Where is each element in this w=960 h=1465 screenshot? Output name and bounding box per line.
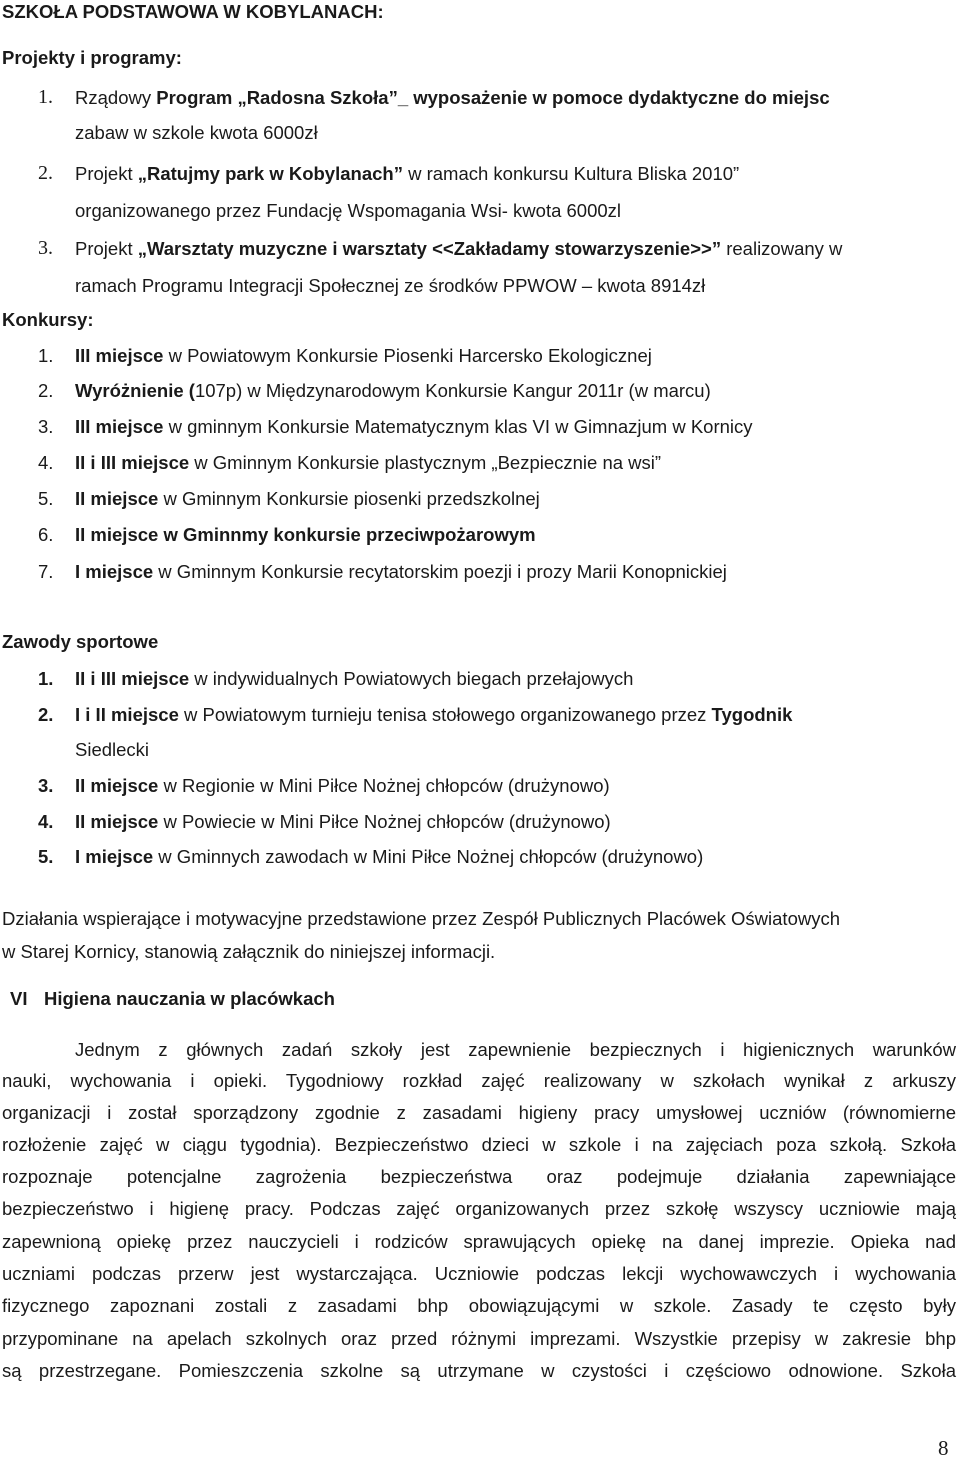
contest-4: II i III miejsce w Gminnym Konkursie plastycznym „Bezpiecznie na wsi”: [75, 452, 662, 473]
paragraph-line-9: fizycznego zapoznani zostali z zasadami bhp obowiązującymi w szkole. Zasady te często były: [2, 1295, 956, 1316]
contest-1-number: 1.: [38, 345, 54, 366]
support-line-2: w Starej Kornicy, stanowią załącznik do niniejszej informacji.: [2, 941, 496, 962]
school-heading: SZKOŁA PODSTAWOWA W KOBYLANACH:: [2, 1, 384, 22]
project-1-line2: zabaw w szkole kwota 6000zł: [75, 122, 318, 143]
sport-4-number: 4.: [38, 811, 54, 832]
sport-5: I miejsce w Gminnych zawodach w Mini Piłce Nożnej chłopców (drużynowo): [75, 846, 704, 867]
contest-7: I miejsce w Gminnym Konkursie recytatorskim poezji i prozy Marii Konopnickiej: [75, 561, 727, 582]
contest-5-number: 5.: [38, 488, 54, 509]
paragraph-line-3: organizacji i został sporządzony zgodnie z zasadami higieny pracy umysłowej uczniów (równomierne: [2, 1102, 956, 1123]
paragraph-line-6: bezpieczeństwo i higienę pracy. Podczas zajęć organizowanych przez szkołę wszyscy uczniowie mają: [2, 1198, 956, 1219]
contest-6-number: 6.: [38, 524, 54, 545]
contest-3: III miejsce w gminnym Konkursie Matematycznym klas VI w Gimnazjum w Kornicy: [75, 416, 753, 437]
paragraph-line-4: rozłożenie zajęć w ciągu tygodnia). Bezpieczeństwo dzieci w szkole i na zajęciach poza szkołą. Szkoła: [2, 1134, 956, 1155]
contest-5: II miejsce w Gminnym Konkursie piosenki przedszkolnej: [75, 488, 540, 509]
contest-7-number: 7.: [38, 561, 54, 582]
project-2-number: 2.: [38, 162, 53, 184]
contests-heading: Konkursy:: [2, 309, 94, 330]
page-number: 8: [938, 1436, 949, 1460]
project-3-line2: ramach Programu Integracji Społecznej ze środków PPWOW – kwota 8914zł: [75, 275, 706, 296]
contest-1: III miejsce w Powiatowym Konkursie Piosenki Harcersko Ekologicznej: [75, 345, 652, 366]
support-line-1: Działania wspierające i motywacyjne przedstawione przez Zespół Publicznych Placówek Oświatowych: [2, 908, 841, 929]
project-1-line1: Rządowy Program „Radosna Szkoła”_ wyposażenie w pomoce dydaktyczne do miejsc: [75, 87, 830, 108]
paragraph-line-11: są przestrzegane. Pomieszczenia szkolne są utrzymane w czystości i częściowo odnowione. Szkoła: [2, 1360, 956, 1381]
paragraph-line-1: Jednym z głównych zadań szkoły jest zapewnienie bezpiecznych i higienicznych warunków: [75, 1039, 956, 1060]
sport-3: II miejsce w Regionie w Mini Piłce Nożnej chłopców (drużynowo): [75, 775, 610, 796]
contest-6: II miejsce w Gminnmy konkursie przeciwpożarowym: [75, 524, 536, 545]
sport-2-number: 2.: [38, 704, 54, 725]
project-3-number: 3.: [38, 237, 53, 259]
sport-2-continuation: Siedlecki: [75, 739, 150, 760]
project-3-line1: Projekt „Warsztaty muzyczne i warsztaty <<Zakładamy stowarzyszenie>>” realizowany w: [75, 238, 843, 259]
sport-1-number: 1.: [38, 668, 54, 689]
project-2-line2: organizowanego przez Fundację Wspomagania Wsi- kwota 6000zl: [75, 200, 622, 221]
paragraph-line-5: rozpoznaje potencjalne zagrożenia bezpieczeństwa oraz podejmuje działania zapewniające: [2, 1166, 956, 1187]
section-vi-title: Higiena nauczania w placówkach: [44, 988, 335, 1009]
paragraph-line-7: zapewnioną opiekę przez nauczycieli i rodziców sprawujących opiekę na danej imprezie. Opieka nad: [2, 1231, 956, 1252]
contest-2: Wyróżnienie (107p) w Międzynarodowym Konkursie Kangur 2011r (w marcu): [75, 380, 711, 401]
project-1-number: 1.: [38, 86, 53, 108]
paragraph-line-10: przypominane na apelach szkolnych oraz przed różnymi imprezami. Wszystkie przepisy w zakresie bhp: [2, 1328, 956, 1349]
project-2-line1: Projekt „Ratujmy park w Kobylanach” w ramach konkursu Kultura Bliska 2010”: [75, 163, 740, 184]
sport-1: II i III miejsce w indywidualnych Powiatowych biegach przełajowych: [75, 668, 634, 689]
projects-heading: Projekty i programy:: [2, 47, 182, 68]
sport-3-number: 3.: [38, 775, 54, 796]
section-vi-number: VI: [10, 988, 28, 1009]
sport-2: I i II miejsce w Powiatowym turnieju tenisa stołowego organizowanego przez Tygodnik: [75, 704, 793, 725]
paragraph-line-2: nauki, wychowania i opieki. Tygodniowy rozkład zajęć realizowany w szkołach wynikał z arkuszy: [2, 1070, 956, 1091]
sports-heading: Zawody sportowe: [2, 631, 159, 652]
contest-3-number: 3.: [38, 416, 54, 437]
contest-2-number: 2.: [38, 380, 54, 401]
contest-4-number: 4.: [38, 452, 54, 473]
paragraph-line-8: uczniami podczas przerw jest wystarczająca. Uczniowie podczas lekcji wychowawczych i wychowania: [2, 1263, 956, 1284]
sport-5-number: 5.: [38, 846, 54, 867]
sport-4: II miejsce w Powiecie w Mini Piłce Nożnej chłopców (drużynowo): [75, 811, 611, 832]
